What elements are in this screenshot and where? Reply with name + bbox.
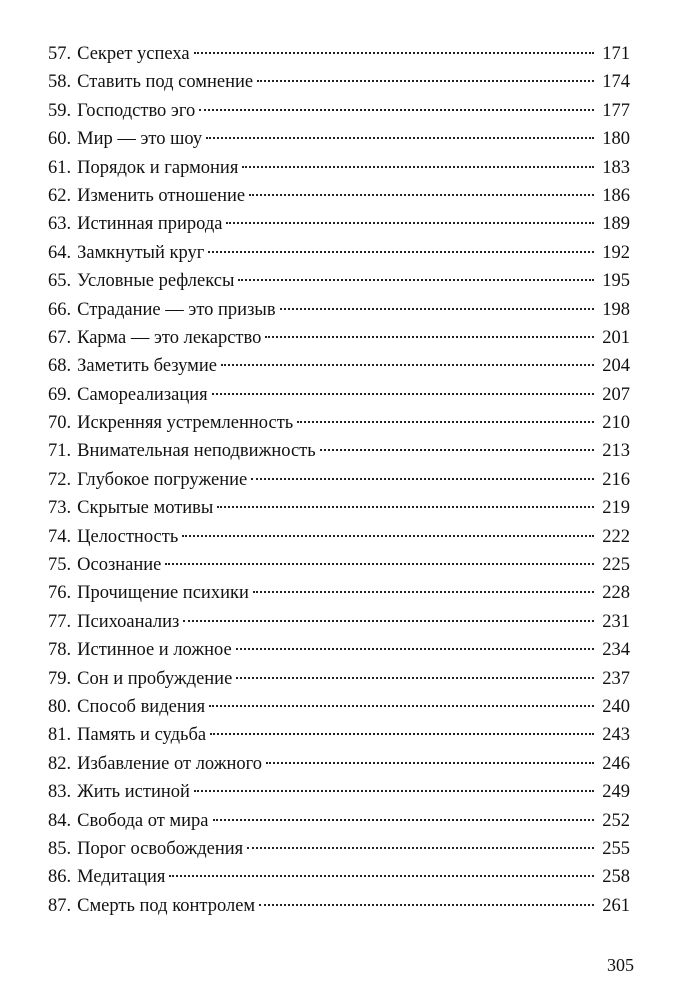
entry-number: 67. (48, 327, 72, 348)
toc-entry (48, 807, 630, 835)
dot-leader (259, 904, 594, 906)
entry-title: Изменить отношение (77, 185, 246, 206)
entry-number: 76. (48, 583, 72, 604)
dot-leader (280, 308, 595, 310)
dot-leader (208, 251, 594, 253)
entry-number: 86. (48, 867, 72, 888)
entry-page-number: 174 (602, 72, 630, 93)
entry-number: 61. (48, 157, 72, 178)
entry-title: Свобода от мира (77, 810, 209, 831)
toc-entry (48, 267, 630, 295)
toc-entry (48, 665, 630, 693)
dot-leader (165, 563, 594, 565)
dot-leader (212, 393, 595, 395)
entry-title: Избавление от ложного (77, 753, 263, 774)
dot-leader (265, 336, 594, 338)
entry-number: 70. (48, 413, 72, 434)
dot-leader (183, 620, 594, 622)
dot-leader (236, 677, 594, 679)
entry-title: Страдание — это призыв (77, 299, 276, 320)
dot-leader (257, 80, 594, 82)
dot-leader (206, 137, 594, 139)
dot-leader (194, 790, 594, 792)
entry-page-number: 222 (602, 526, 630, 547)
entry-page-number: 231 (602, 611, 630, 632)
entry-title: Глубокое погружение (77, 469, 248, 490)
entry-number: 68. (48, 356, 72, 377)
toc-entry (48, 750, 630, 778)
entry-page-number: 219 (602, 498, 630, 519)
entry-title: Порядок и гармония (77, 157, 239, 178)
entry-page-number: 198 (602, 299, 630, 320)
toc-entry (48, 324, 630, 352)
entry-number: 79. (48, 668, 72, 689)
dot-leader (236, 648, 595, 650)
entry-page-number: 189 (602, 214, 630, 235)
entry-page-number: 228 (602, 583, 630, 604)
toc-entry (48, 608, 630, 636)
entry-number: 84. (48, 810, 72, 831)
entry-title: Скрытые мотивы (77, 498, 214, 519)
entry-title: Жить истиной (77, 782, 190, 803)
entry-page-number: 225 (602, 555, 630, 576)
dot-leader (251, 478, 594, 480)
entry-number: 77. (48, 611, 72, 632)
page-number: 305 (607, 955, 634, 975)
entry-number: 64. (48, 242, 72, 263)
entry-title: Сон и пробуждение (77, 668, 233, 689)
entry-title: Мир — это шоу (77, 129, 203, 150)
entry-title: Замкнутый круг (77, 242, 205, 263)
entry-title: Условные рефлексы (77, 271, 235, 292)
dot-leader (182, 535, 594, 537)
toc-entry (48, 437, 630, 465)
toc-entry (48, 97, 630, 125)
toc-entry (48, 409, 630, 437)
entry-title: Смерть под контролем (77, 895, 256, 916)
dot-leader (213, 819, 595, 821)
entry-number: 78. (48, 640, 72, 661)
dot-leader (199, 109, 594, 111)
dot-leader (253, 591, 594, 593)
entry-number: 87. (48, 895, 72, 916)
entry-title: Секрет успеха (77, 44, 190, 64)
entry-title: Самореализация (77, 384, 208, 405)
entry-page-number: 186 (602, 185, 630, 206)
entry-page-number: 237 (602, 668, 630, 689)
dot-leader (226, 222, 594, 224)
dot-leader (247, 847, 594, 849)
entry-number: 62. (48, 185, 72, 206)
entry-page-number: 177 (602, 100, 630, 121)
entry-page-number: 234 (602, 640, 630, 661)
entry-page-number: 261 (602, 895, 630, 916)
toc-entry (48, 523, 630, 551)
toc-entry (48, 636, 630, 664)
entry-page-number: 258 (602, 867, 630, 888)
entry-title: Ставить под сомнение (77, 72, 254, 93)
entry-number: 82. (48, 753, 72, 774)
entry-title: Истинное и ложное (77, 640, 232, 661)
dot-leader (266, 762, 594, 764)
entry-number: 58. (48, 72, 72, 93)
entry-page-number: 210 (602, 413, 630, 434)
entry-page-number: 195 (602, 271, 630, 292)
entry-number: 66. (48, 299, 72, 320)
toc-entry (48, 466, 630, 494)
entry-page-number: 201 (602, 327, 630, 348)
entry-page-number: 252 (602, 810, 630, 831)
entry-page-number: 192 (602, 242, 630, 263)
entry-title: Способ видения (77, 696, 206, 717)
entry-number: 85. (48, 838, 72, 859)
toc-entry (48, 182, 630, 210)
dot-leader (238, 279, 594, 281)
entry-title: Осознание (77, 555, 162, 576)
entry-number: 69. (48, 384, 72, 405)
toc-entry (48, 68, 630, 96)
toc-entry (48, 40, 630, 68)
entry-page-number: 249 (602, 782, 630, 803)
entry-page-number: 207 (602, 384, 630, 405)
toc-entry (48, 210, 630, 238)
entry-number: 75. (48, 555, 72, 576)
toc-entry (48, 551, 630, 579)
toc-entry (48, 693, 630, 721)
dot-leader (320, 449, 595, 451)
toc-entry (48, 494, 630, 522)
entry-title: Память и судьба (77, 725, 207, 746)
table-of-contents (48, 40, 630, 920)
entry-title: Медитация (77, 867, 166, 888)
dot-leader (242, 166, 594, 168)
toc-entry (48, 892, 630, 920)
entry-title: Внимательная неподвижность (77, 441, 316, 462)
toc-entry (48, 239, 630, 267)
entry-title: Искренняя устремленность (77, 413, 294, 434)
toc-entry (48, 381, 630, 409)
entry-number: 71. (48, 441, 72, 462)
entry-title: Истинная природа (77, 214, 223, 235)
toc-entry (48, 778, 630, 806)
toc-entry (48, 352, 630, 380)
toc-entry (48, 835, 630, 863)
entry-number: 72. (48, 469, 72, 490)
dot-leader (169, 875, 594, 877)
entry-title: Господство эго (77, 100, 196, 121)
entry-number: 81. (48, 725, 72, 746)
dot-leader (217, 506, 594, 508)
entry-title: Психоанализ (77, 611, 180, 632)
entry-title: Порог освобождения (77, 838, 244, 859)
dot-leader (249, 194, 594, 196)
entry-title: Заметить безумие (77, 356, 218, 377)
entry-number: 83. (48, 782, 72, 803)
dot-leader (194, 52, 595, 54)
entry-title: Прочищение психики (77, 583, 249, 604)
entry-number: 63. (48, 214, 72, 235)
entry-page-number: 180 (602, 129, 630, 150)
entry-page-number: 243 (602, 725, 630, 746)
entry-title: Карма — это лекарство (77, 327, 262, 348)
entry-page-number: 255 (602, 838, 630, 859)
entry-page-number: 213 (602, 441, 630, 462)
dot-leader (221, 364, 594, 366)
dot-leader (210, 733, 594, 735)
toc-entry (48, 579, 630, 607)
entry-page-number: 204 (602, 356, 630, 377)
entry-page-number: 216 (602, 469, 630, 490)
entry-number: 80. (48, 696, 72, 717)
toc-entry (48, 296, 630, 324)
entry-number: 57. (48, 44, 72, 64)
toc-entry (48, 154, 630, 182)
entry-number: 74. (48, 526, 72, 547)
entry-number: 60. (48, 129, 72, 150)
toc-entry (48, 125, 630, 153)
dot-leader (297, 421, 594, 423)
entry-page-number: 171 (602, 44, 630, 64)
entry-page-number: 246 (602, 753, 630, 774)
entry-title: Целостность (77, 526, 179, 547)
toc-entry (48, 721, 630, 749)
entry-page-number: 240 (602, 696, 630, 717)
entry-number: 65. (48, 271, 72, 292)
entry-page-number: 183 (602, 157, 630, 178)
entry-number: 73. (48, 498, 72, 519)
toc-entry (48, 863, 630, 891)
dot-leader (209, 705, 594, 707)
entry-number: 59. (48, 100, 72, 121)
